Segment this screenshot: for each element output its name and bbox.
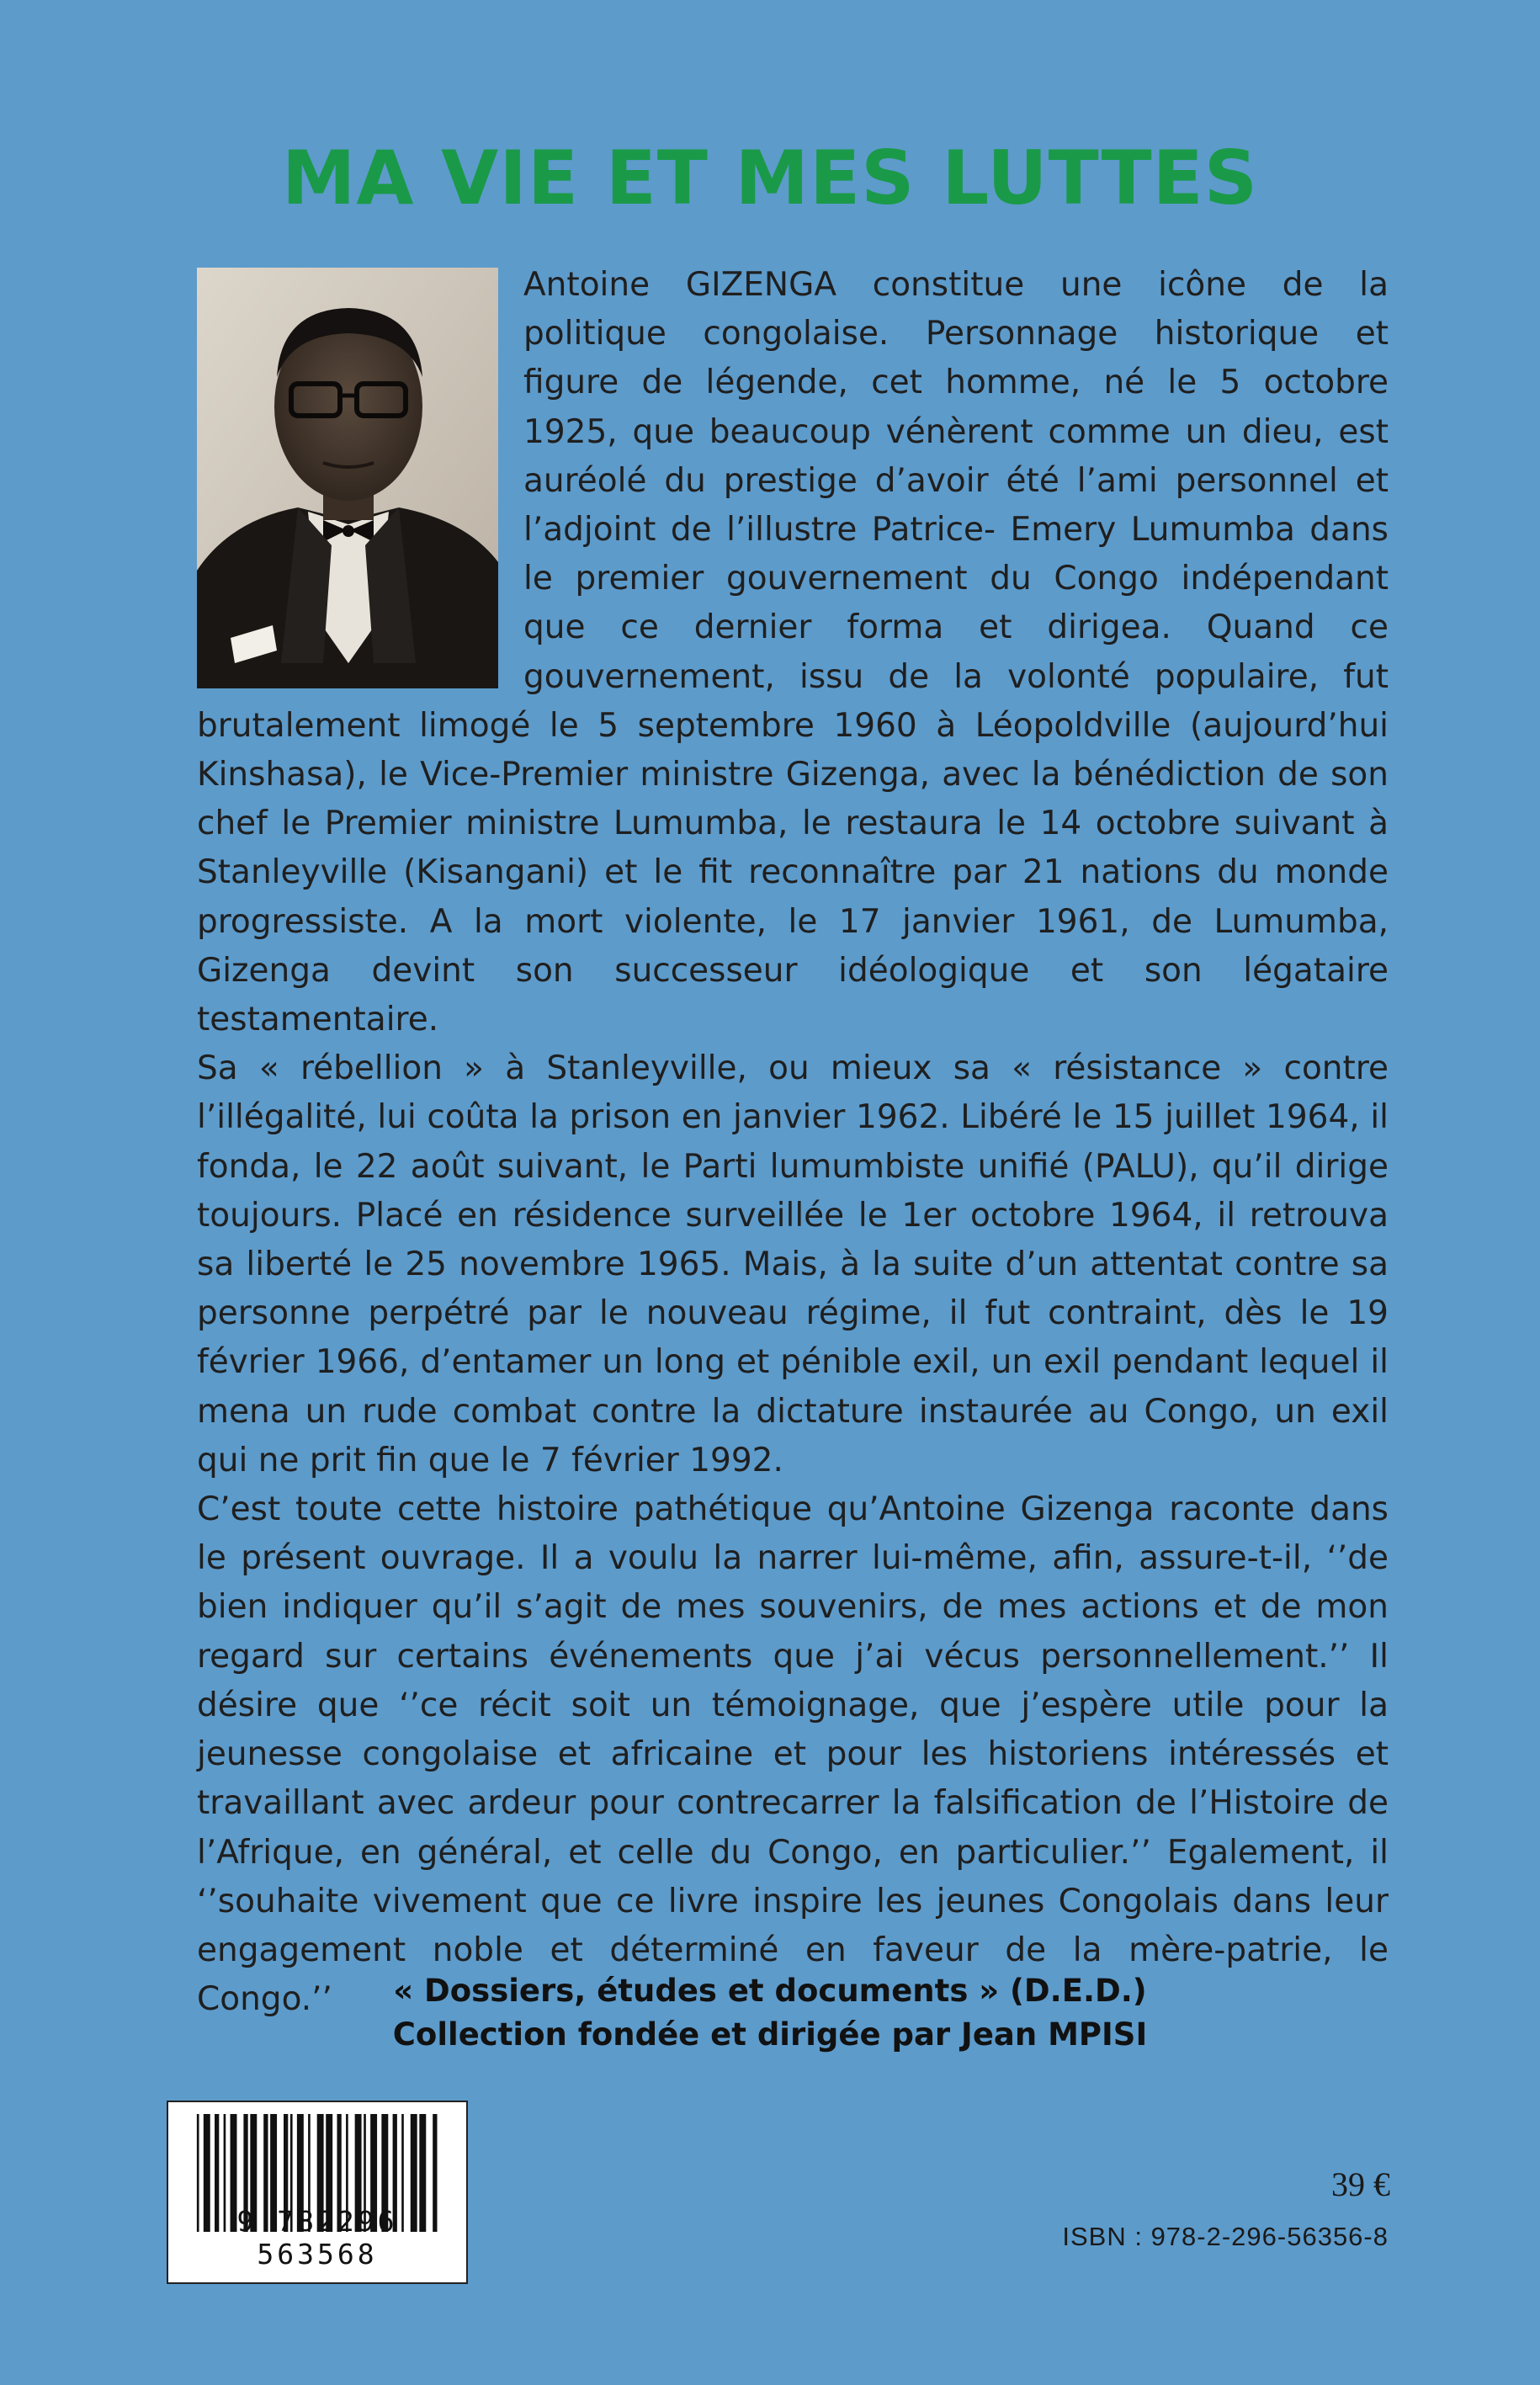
paragraph-3: C’est toute cette histoire pathétique qu’Antoine Gizenga raconte dans le présent ouvrage. Il a voulu la narrer lui-même, afin, assure-t-il, ‘’de bien indiquer qu’il s’agit de mes souvenirs, de mes actions et de mon regard sur certains événements que j’ai vécus personnellement.’’ Il désire que ‘’ce récit soit un témoignage, que j’espère utile pour la jeunesse congolaise et africaine et pour les historiens intéressés et travaillant avec ardeur pour contrecarrer la falsification de l’Histoire de l’Afrique, en général, et celle du Congo, en particulier.’’ Egalement, il ‘’souhaite vivement que ce livre inspire les jeunes Congolais dans leur engagement noble et déterminé en faveur de la mère-patrie, le Congo.’’ [197,1490,1389,2019]
isbn-barcode [167,2101,468,2284]
collection-name: « Dossiers, études et documents » (D.E.D.) [393,1973,1147,2009]
back-cover-blurb [197,261,1389,2024]
book-title: MA VIE ET MES LUTTES [281,135,1259,221]
paragraph-2: Sa « rébellion » à Stanleyville, ou mieux sa « résistance » contre l’illégalité, lui coûta la prison en janvier 1962. Libéré le 15 juillet 1964, il fonda, le 22 août suivant, le Parti lumumbiste unifié (PALU), qu’il dirige toujours. Placé en résidence surveillée le 1er octobre 1964, il retrouva sa liberté le 25 novembre 1965. Mais, à la suite d’un attentat contre sa personne perpétré par le nouveau régime, il fut contraint, dès le 19 février 1966, d’entamer un long et pénible exil, un exil pendant lequel il mena un rude combat contre la dictature instaurée au Congo, un exil qui ne prit fin que le 7 février 1992. [197,1049,1389,1479]
price: 39 € [1331,2165,1390,2203]
isbn-number: ISBN : 978-2-296-56356-8 [1062,2222,1389,2251]
portrait-illustration [197,268,498,688]
collection-credit [0,1969,1540,2057]
collection-director: Collection fondée et dirigée par Jean MPISI [392,2016,1148,2053]
author-portrait-photo [197,268,498,688]
barcode-digits: 9 782296 563568 [236,2205,398,2271]
paragraph-1-text: Antoine GIZENGA constitue une icône de la politique congolaise. Personnage historique et figure de légende, cet homme, né le 5 octobre 1925, que beaucoup vénèrent comme un dieu, est auréolé du prestige d’avoir été l’ami personnel et l’adjoint de l’illustre Patrice- Emery Lumumba dans le premier gouvernement du Congo indépendant que ce dernier forma et dirigea. Quand ce gouvernement, issu de la volonté populaire, fut brutalement limogé le 5 septembre 1960 à Léopoldville (aujourd’hui Kinshasa), le Vice-Premier ministre Gizenga, avec la bénédiction de son chef le Premier ministre Lumumba, le restaura le 14 octobre suivant à Stanleyville (Kisangani) et le fit reconnaître par 21 nations du monde progressiste. A la mort violente, le 17 janvier 1961, de Lumumba, Gizenga devint son successeur idéologique et son légataire testamentaire. [197,266,1389,1039]
paragraph-1 [197,261,1389,1044]
